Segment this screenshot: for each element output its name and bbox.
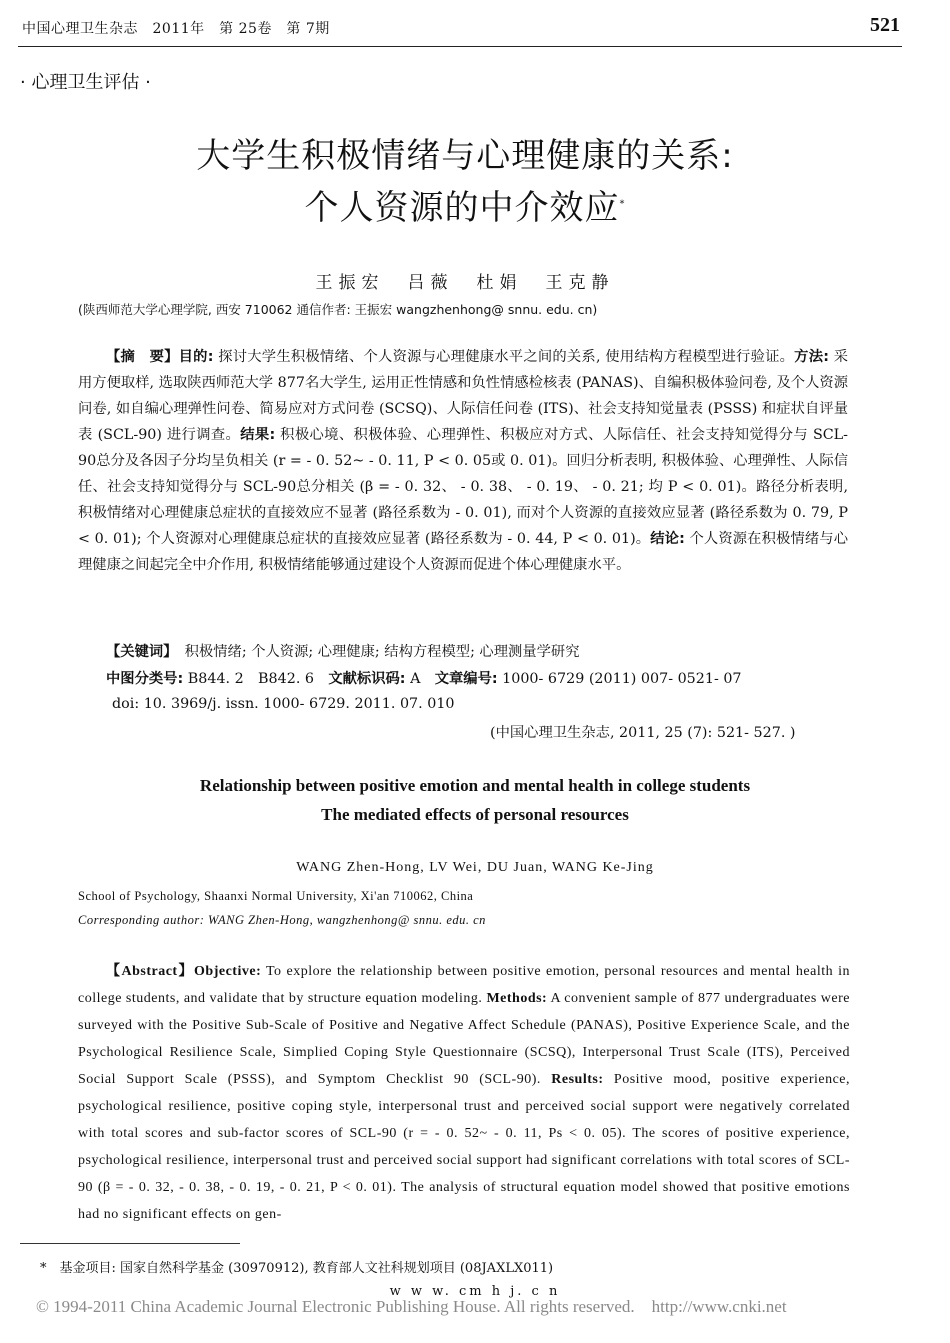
results-en-label: Results: [551,1072,604,1087]
funding-footnote: * 基金项目: 国家自然科学基金 (30970912), 教育部人文社科规划项目 (08JAXLX011) [40,1261,554,1276]
abstract-en [78,958,850,1228]
conclusion-text: 个人资源在积极情绪与心理健康之间起完全中介作用, 积极情绪能够通过建设个人资源而促进个体心理健康水平。 [78,531,849,573]
objective-en-label: Objective: [194,964,262,979]
article-no-label: 文章编号: [434,671,498,687]
corresponding-author: Corresponding author: WANG Zhen-Hong, wangzhenhong@ snnu. edu. cn [78,913,486,927]
results-text: 积极心境、积极体验、心理弹性、积极应对方式、人际信任、社会支持知觉得分与 SCL-90总分及各因子分均呈负相关 (r = - 0. 52~ - 0. 11, P < 0. 05或 0. 01)。回归分析表明, 积极体验、心理弹性、人际信任、社会支持知觉得分与 SCL-90总分相关 (β = - 0. 32、 - 0. 38、 - 0. 19、 - 0. 21; 均 P < 0. 01)。路径分析表明, 积极情绪对心理健康总症状的直接效应不显著 (路径系数为 - 0. 01), 而对个人资源的直接效应显著 (路径系数为 0. 79, P < 0. 01); 个人资源对心理健康总症状的直接效应显著 (路径系数为 - 0. 44, P < 0. 01)。 [78,427,848,547]
title-line-2 [0,180,930,229]
english-authors: WANG Zhen-Hong, LV Wei, DU Juan, WANG Ke-Jing [296,860,654,875]
keywords [106,641,580,661]
copyright-watermark: © 1994-2011 China Academic Journal Electronic Publishing House. All rights reserved. http://www.cnki.net [36,1297,787,1316]
methods-label: 方法: [794,349,829,365]
running-header: 中国心理卫生杂志 2011年 第 25卷 第 7期 [22,21,330,37]
objective-en-text: To explore the relationship between positive emotion, personal resources and mental health in college students, and validate that by structure equation modeling. [78,964,850,1006]
results-en-text: Positive mood, positive experience, psychological resilience, positive coping style, interpersonal trust and perceived social support were negatively correlated with total scores and sub-factor scores of SCL-90 (r = - 0. 52~ - 0. 11, Ps < 0. 05). The scores of positive experience, psychological resilience, interpersonal trust and perceived social support had significant correlations with total scores of SCL-90 (β = - 0. 32, - 0. 38, - 0. 19, - 0. 21, P < 0. 01). The analysis of structural equation model showed that positive emotions had no significant effects on gen- [78,1072,851,1222]
doc-code-value: A [410,671,421,687]
methods-en-text: A convenient sample of 877 undergraduates were surveyed with the Positive Sub-Scale of Positive and Negative Affect Schedule (PANAS), Positive Experience Scale, and the Psychological Resilience Scale, Simplied Coping Style Questionnaire (SCSQ), Interpersonal Trust Scale (ITS), Perceived Social Support Scale (PSSS), and Symptom Checklist 90 (SCL-90). [78,991,851,1087]
abstract-cn [78,344,848,578]
doc-code-label: 文献标识码: [328,671,406,687]
title-line-2-text: 个人资源的中介效应 [304,188,620,228]
english-affiliation: School of Psychology, Shaanxi Normal University, Xi'an 710062, China [78,889,474,903]
methods-text: 采用方便取样, 选取陕西师范大学 877名大学生, 运用正性情感和负性情感检核表 (PANAS)、自编积极体验问卷, 及个人资源问卷, 如自编心理弹性问卷、简易应对方式问卷 (SCSQ)、人际信任问卷 (ITS)、社会支持知觉量表 (PSSS) 和症状自评量表 (SCL-90) 进行调查。 [78,349,849,443]
keywords-label: 【关键词】 [106,644,171,660]
footnote-rule [20,1243,240,1244]
english-title-line-2: The mediated effects of personal resources [321,805,629,824]
section-label: · 心理卫生评估 · [20,72,151,93]
affiliation: (陕西师范大学心理学院, 西安 710062 通信作者: 王振宏 wangzhenhong@ snnu. edu. cn) [78,302,598,317]
page-number: 521 [870,14,900,36]
english-title-line-1: Relationship between positive emotion and mental health in college students [199,776,751,795]
journal-website: w w w. cm h j. c n [389,1284,561,1299]
conclusion-label: 结论: [650,531,685,547]
clc-label: 中图分类号: [106,671,184,687]
citation: (中国心理卫生杂志, 2011, 25 (7): 521- 527. ) [490,725,796,741]
authors: 王振宏 吕薇 杜娟 王克静 [315,273,615,293]
results-label: 结果: [240,427,276,443]
title-line-1: 大学生积极情绪与心理健康的关系: [196,136,734,176]
abstract-en-label: 【Abstract】 [106,964,195,979]
keywords-value: 积极情绪; 个人资源; 心理健康; 结构方程模型; 心理测量学研究 [184,644,580,660]
objective-label: 目的: [178,349,214,365]
abstract-label: 【摘 要】 [106,349,179,365]
footnote-mark: * [619,198,626,210]
doi: doi: 10. 3969/j. issn. 1000- 6729. 2011. 07. 010 [112,696,455,712]
header-rule [18,46,902,47]
article-no-value: 1000- 6729 (2011) 007- 0521- 07 [502,671,742,687]
objective-text: 探讨大学生积极情绪、个人资源与心理健康水平之间的关系, 使用结构方程模型进行验证。 [218,349,795,365]
methods-en-label: Methods: [486,991,548,1006]
classification [106,668,742,688]
clc-value: B844. 2 B842. 6 [187,671,315,687]
